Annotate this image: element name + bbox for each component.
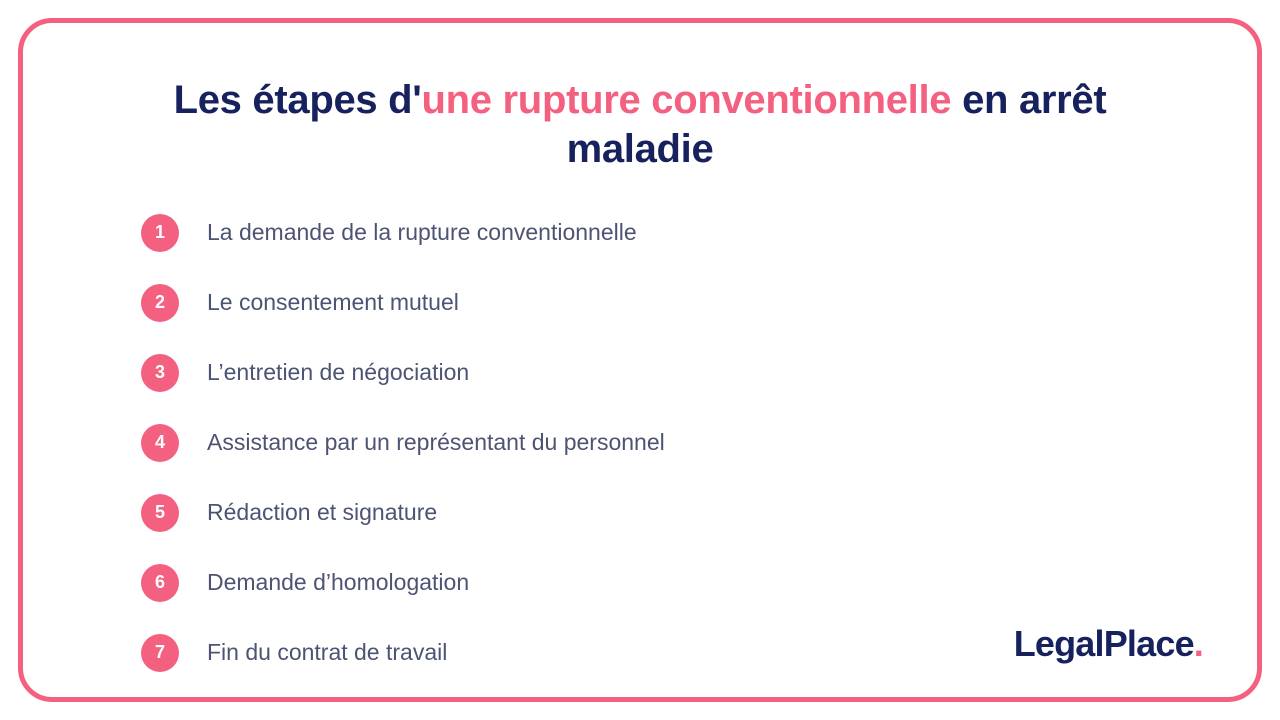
title-part-2-highlight: une rupture conventionnelle bbox=[421, 78, 952, 122]
steps-list bbox=[23, 210, 1257, 676]
list-item bbox=[23, 420, 1257, 466]
list-item bbox=[23, 210, 1257, 256]
brand-logo-name: LegalPlace bbox=[1013, 623, 1194, 664]
step-number-badge: 4 bbox=[141, 424, 179, 462]
step-number-badge: 5 bbox=[141, 494, 179, 532]
step-label: L’entretien de négociation bbox=[207, 358, 470, 385]
step-label: Demande d’homologation bbox=[207, 568, 470, 595]
list-item bbox=[23, 280, 1257, 326]
step-label: Rédaction et signature bbox=[207, 498, 438, 525]
step-number-badge: 3 bbox=[141, 354, 179, 392]
list-item bbox=[23, 560, 1257, 606]
step-number-badge: 1 bbox=[141, 214, 179, 252]
step-label: Assistance par un représentant du personnel bbox=[207, 428, 665, 455]
step-number-badge: 6 bbox=[141, 564, 179, 602]
page-title bbox=[118, 76, 1162, 174]
list-item bbox=[23, 350, 1257, 396]
step-label: La demande de la rupture conventionnelle bbox=[207, 218, 637, 245]
step-label: Fin du contrat de travail bbox=[207, 638, 448, 665]
step-number-badge: 2 bbox=[141, 284, 179, 322]
step-number-badge: 7 bbox=[141, 634, 179, 672]
title-part-3: en arrêt maladie bbox=[566, 78, 1107, 171]
list-item bbox=[23, 490, 1257, 536]
step-label: Le consentement mutuel bbox=[207, 288, 459, 315]
bordered-card bbox=[18, 18, 1262, 702]
title-part-1: Les étapes d' bbox=[173, 78, 422, 122]
brand-logo bbox=[1014, 623, 1203, 665]
brand-logo-dot: . bbox=[1193, 623, 1203, 664]
